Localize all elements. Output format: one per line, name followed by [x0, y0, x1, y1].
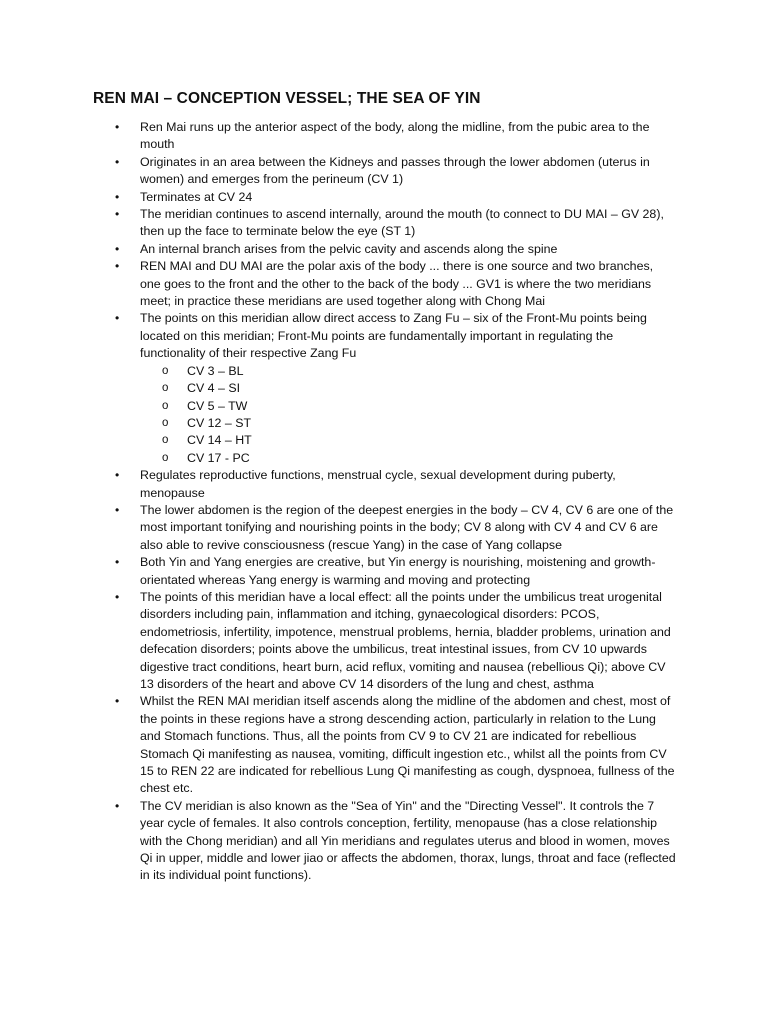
sub-list-item [140, 363, 676, 380]
bullet-icon: • [115, 555, 120, 570]
sub-list-item [140, 450, 676, 467]
list-item-text: Regulates reproductive functions, menstrual cycle, sexual development during puberty, menopause [140, 468, 616, 500]
list-item-text: Ren Mai runs up the anterior aspect of the body, along the midline, from the pubic area to the mouth [140, 120, 650, 152]
bullet-icon: • [115, 468, 120, 483]
front-mu-points-list [140, 363, 676, 467]
bullet-icon: • [115, 207, 120, 222]
circle-bullet-icon: o [162, 434, 169, 447]
circle-bullet-icon: o [162, 364, 169, 377]
list-item-text: The meridian continues to ascend internally, around the mouth (to connect to DU MAI – GV 28), then up the face to terminate below the eye (ST 1) [140, 207, 664, 239]
list-item [0, 189, 676, 206]
sub-list-item-text: CV 14 – HT [187, 433, 252, 448]
circle-bullet-icon: o [162, 416, 169, 429]
bullet-icon: • [115, 241, 120, 256]
list-item-text: Both Yin and Yang energies are creative, but Yin energy is nourishing, moistening and growth-orientated whereas Yang energy is warming and moving and protecting [140, 555, 656, 587]
list-item-text: Terminates at CV 24 [140, 189, 253, 204]
list-item [0, 589, 676, 693]
list-item [0, 258, 676, 310]
list-item-text: The lower abdomen is the region of the deepest energies in the body – CV 4, CV 6 are one of the most important tonifying and nourishing points in the body; CV 8 along with CV 4 and CV 6 are also able to revive consciousness (rescue Yang) in the case of Yang collapse [140, 502, 674, 552]
list-item-text: The points on this meridian allow direct access to Zang Fu – six of the Front-Mu points being located on this meridian; Front-Mu points are fundamentally important in regulating the functionality of their respective Zang Fu [140, 311, 647, 361]
list-item [0, 798, 676, 885]
list-item [0, 467, 676, 502]
sub-list-item-text: CV 12 – ST [187, 415, 252, 430]
list-item-text: REN MAI and DU MAI are the polar axis of the body ... there is one source and two branches, one goes to the front and the other to the back of the body ... GV1 is where the two meridians meet; in practice these meridians are used together along with Chong Mai [140, 259, 654, 309]
bullet-list [0, 119, 768, 885]
list-item [0, 154, 676, 189]
list-item [0, 554, 676, 589]
list-item-text: An internal branch arises from the pelvic cavity and ascends along the spine [140, 241, 558, 256]
list-item [0, 310, 676, 467]
list-item-text: Whilst the REN MAI meridian itself ascends along the midline of the abdomen and chest, most of the points in these regions have a strong descending action, particularly in relation to the Lung and Stomach functions. Thus, all the points from CV 9 to CV 21 are indicated for rebellious Stomach Qi manifesting as nausea, vomiting, difficult ingestion etc., whilst all the points from CV 15 to REN 22 are indicated for rebellious Lung Qi manifesting as cough, dyspnoea, fullness of the chest etc. [140, 694, 675, 796]
sub-list-item-text: CV 5 – TW [187, 398, 248, 413]
list-item-text: Originates in an area between the Kidneys and passes through the lower abdomen (uterus in women) and emerges from the perineum (CV 1) [140, 154, 650, 187]
sub-list-item [140, 398, 676, 415]
sub-list-item [140, 380, 676, 397]
circle-bullet-icon: o [162, 382, 169, 395]
list-item-text: The CV meridian is also known as the "Sea of Yin" and the "Directing Vessel". It controls the 7 year cycle of females. It also controls conception, fertility, menopause (has a close relationship with the Chong meridian) and all Yin meridians and regulates uterus and blood in women, moves Qi in upper, middle and lower jiao or affects the abdomen, thorax, lungs, throat and face (reflected in its individual point functions). [140, 798, 676, 883]
bullet-icon: • [115, 589, 120, 604]
bullet-icon: • [115, 259, 120, 274]
bullet-icon: • [115, 798, 120, 813]
list-item [0, 502, 676, 554]
list-item [0, 119, 676, 154]
list-item [0, 206, 676, 241]
list-item-text: The points of this meridian have a local effect: all the points under the umbilicus treat urogenital disorders including pain, inflammation and itching, gynaecological disorders: PCOS, endometriosis, infertility, impotence, menstrual problems, hernia, bladder problems, urination and defecation disorders; points above the umbilicus, treat intestinal issues, from CV 10 upwards digestive tract conditions, heart burn, acid reflux, vomiting and nausea (rebellious Qi); above CV 13 disorders of the heart and above CV 14 disorders of the lung and chest, asthma [140, 589, 671, 691]
sub-list-item [140, 432, 676, 449]
circle-bullet-icon: o [162, 399, 169, 412]
circle-bullet-icon: o [162, 451, 169, 464]
list-item [0, 241, 676, 258]
bullet-icon: • [115, 502, 120, 517]
list-item [0, 693, 676, 797]
bullet-icon: • [115, 189, 120, 204]
sub-list-item [140, 415, 676, 432]
bullet-icon: • [115, 120, 120, 134]
sub-list-item-text: CV 4 – SI [187, 381, 241, 396]
sub-list-item-text: CV 3 – BL [187, 363, 244, 378]
page-title: REN MAI – CONCEPTION VESSEL; THE SEA OF YIN [93, 90, 481, 107]
sub-list-item-text: CV 17 - PC [187, 450, 250, 465]
bullet-icon: • [115, 154, 120, 169]
bullet-icon: • [115, 311, 120, 326]
bullet-icon: • [115, 694, 120, 709]
